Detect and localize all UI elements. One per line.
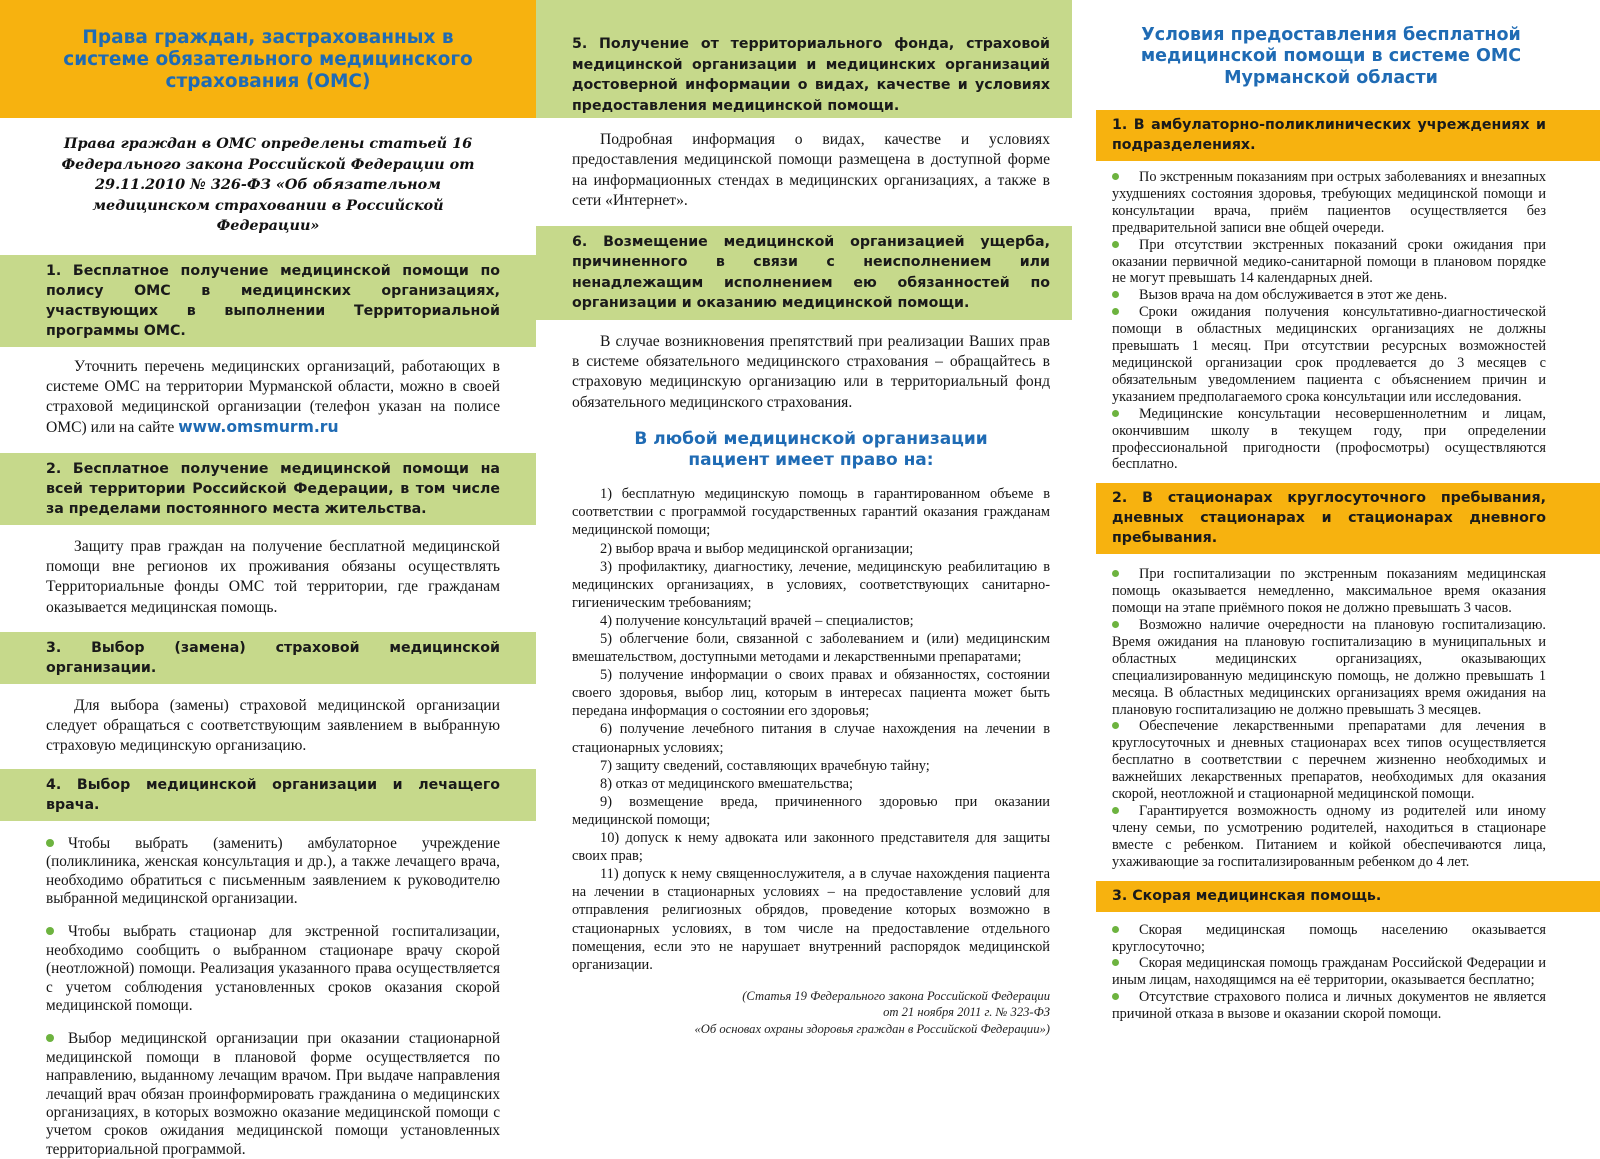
bullet-icon <box>1112 241 1119 248</box>
section-1-heading: 1. Бесплатное получение медицинской помощи по полису ОМС в медицинских организациях, участвующих в выполнении Территориальной программы ОМС. <box>0 255 536 347</box>
section-1-body: Уточнить перечень медицинских организаций, работающих в системе ОМС на территории Мурманской области, можно в своей страховой медицинской организации (телефон указан на полисе ОМС) или на сайте <box>46 357 500 437</box>
section-5-text: Подробная информация о видах, качестве и условиях предоставления медицинской помощи размещена в доступной форме на информационных стендах в медицинских организациях, а также в сети «Интернет». <box>572 131 1050 210</box>
cond-section-1-list <box>1112 169 1546 473</box>
list-item: 4) получение консультаций врачей – специалистов; <box>600 612 914 629</box>
bullet-icon <box>1112 173 1119 180</box>
bullet-icon <box>1112 926 1119 933</box>
list-item: По экстренным показаниям при острых заболеваниях и внезапных ухудшениях состояния здоровья, требующих медицинской помощи и консультации врача, приём пациентов осуществляется без предварительной записи вне общей очереди. <box>1112 169 1546 236</box>
section-2-text: Защиту прав граждан на получение бесплатной медицинской помощи вне регионов их проживания обязаны осуществлять Территориальные фонды ОМС той территории, где гражданам оказывается медицинская помощь. <box>46 537 500 616</box>
list-item: Сроки ожидания получения консультативно-диагностической помощи в областных медицинских организациях не должны превышать 1 месяц. При отсутствии ресурсных возможностей медицинской организации срок продлевается до 3 месяцев с обязательным уведомлением пациента с объяснением причин и указанием предполагаемого срока консультации или исследования. <box>1112 304 1546 405</box>
list-item: Скорая медицинская помощь гражданам Российской Федерации и иным лицам, находящимся на её территории, оказывается бесплатно; <box>1112 955 1546 989</box>
list-item: Выбор медицинской организации при оказании стационарной медицинской помощи в плановой форме осуществляется по направлению, выданному лечащим врачом. При выдаче направления лечащий врач обязан проинформировать гражданина о медицинских организациях, в которых возможно оказание медицинской помощи с учетом сроков ожидания медицинской помощи установленных территориальной программой. <box>46 1030 500 1158</box>
list-item: Медицинские консультации несовершеннолетним и лицам, окончившим школу в текущем году, при определении профессиональной пригодности (профосмотры) осуществляются бесплатно. <box>1112 405 1546 473</box>
bullet-icon <box>1112 410 1119 417</box>
cond-section-2-list <box>1112 566 1546 870</box>
list-item: 3) профилактику, диагностику, лечение, медицинскую реабилитацию в медицинских организациях, в условиях, соответствующих санитарно-гигиеническим требованиям; <box>572 558 1050 611</box>
list-item: Обеспечение лекарственными препаратами для лечения в круглосуточных и дневных стационарах всех типов осуществляется бесплатно в соответствии с перечнем жизненно необходимых и важнейших лекарственных препаратов, необходимых для оказания скорой, неотложной и стационарной медицинской помощи. <box>1112 718 1546 803</box>
law-citation: (Статья 19 Федерального закона Российской Федерации от 21 ноября 2011 г. № 323-ФЗ «Об основах охраны здоровья граждан в Российской Федерации») <box>694 988 1050 1036</box>
section-1-text <box>46 357 500 439</box>
bullet-icon <box>1112 993 1119 1000</box>
section-3-text: Для выбора (замены) страховой медицинской организации следует обращаться с соответствующим заявлением в выбранную страховую медицинскую организацию. <box>46 696 500 755</box>
bullet-icon <box>1112 621 1119 628</box>
omsmurm-link[interactable]: www.omsmurm.ru <box>178 418 339 437</box>
column-middle <box>536 0 1072 1089</box>
section-2-heading: 2. Бесплатное получение медицинской помощи на всей территории Российской Федерации, в том числе за пределами постоянного места жительства. <box>0 453 536 525</box>
bullet-icon <box>1112 570 1119 577</box>
section-6-text: В случае возникновения препятствий при реализации Ваших прав в системе обязательного медицинского страхования – обращайтесь в страховую медицинскую организацию или в территориальный фонд обязательного медицинского страхования. <box>572 332 1050 411</box>
list-item: 7) защиту сведений, составляющих врачебную тайну; <box>600 757 930 774</box>
list-item: 10) допуск к нему адвоката или законного представителя для защиты своих прав; <box>572 830 1050 865</box>
section-5-heading: 5. Получение от территориального фонда, страховой медицинской организации и медицинских организаций достоверной информации о видах, качестве и условиях предоставления медицинской помощи. <box>536 0 1072 118</box>
bullet-icon <box>1112 291 1119 298</box>
rights-heading-line-2: пациент имеет право на: <box>688 450 934 471</box>
list-item: 2) выбор врача и выбор медицинской организации; <box>600 540 914 557</box>
section-3-heading: 3. Выбор (замена) страховой медицинской организации. <box>0 632 536 684</box>
section-4-list <box>46 835 500 1159</box>
bullet-icon <box>1112 959 1119 966</box>
list-item: Скорая медицинская помощь населению оказывается круглосуточно; <box>1112 921 1546 955</box>
left-title: Права граждан, застрахованных в системе обязательного медицинского страхования (ОМС) <box>63 27 473 92</box>
rights-heading-line-1: В любой медицинской организации <box>634 429 988 450</box>
list-item: Возможно наличие очередности на плановую госпитализацию. Время ожидания на плановую госпитализацию в муниципальных и областных медицинских организациях, оказывающих специализированную медицинскую помощь, не должно превышать 1 месяца. В областных медицинских организациях время ожидания на плановую госпитализацию не должно превышать 3 месяцев. <box>1112 617 1546 718</box>
cond-section-1-heading: 1. В амбулаторно-поликлинических учреждениях и подразделениях. <box>1096 110 1600 161</box>
list-item: 1) бесплатную медицинскую помощь в гарантированном объеме в соответствии с программой государственных гарантий оказания гражданам медицинской помощи; <box>572 486 1050 539</box>
list-item: Чтобы выбрать (заменить) амбулаторное учреждение (поликлиника, женская консультация и др.), а также лечащего врача, необходимо обратиться с письменным заявлением к руководителю выбранной медицинской организации. <box>46 834 500 907</box>
bullet-icon <box>1112 722 1119 729</box>
list-item: 8) отказ от медицинского вмешательства; <box>600 775 854 792</box>
list-item: 6) получение лечебного питания в случае нахождения на лечении в стационарных условиях; <box>572 721 1050 756</box>
list-item: Чтобы выбрать стационар для экстренной госпитализации, необходимо сообщить о выбранном стационаре врачу скорой (неотложной) помощи. Реализация указанного права осуществляется с учетом соблюдения установленных сроков оказания скорой медицинской помощи. <box>46 923 500 1015</box>
bullet-icon <box>46 927 54 935</box>
right-title: Условия предоставления бесплатной медицинской помощи в системе ОМС Мурманской области <box>1140 24 1522 88</box>
list-item: 5) получение информации о своих правах и обязанностях, состоянии своего здоровья, выбор лиц, которым в интересах пациента может быть передана информация о состоянии его здоровья; <box>572 667 1050 720</box>
list-item: 11) допуск к нему священнослужителя, а в случае нахождения пациента на лечении в стационарных условиях – на предоставление условий для отправления религиозных обрядов, проведение которых возможно в стационарных условиях, в том числе на предоставление отдельного помещения, если это не нарушает внутренний распорядок медицинской организации. <box>572 866 1050 973</box>
bullet-icon <box>46 1034 54 1042</box>
list-item: Гарантируется возможность одному из родителей или иному члену семьи, по усмотрению родителей, находиться в стационаре вместе с ребенком. Питанием и койкой обеспечиваются лица, ухаживающие за госпитализированным ребенком до 4 лет. <box>1112 803 1546 870</box>
column-right <box>1072 0 1600 1089</box>
cond-section-2-heading: 2. В стационарах круглосуточного пребывания, дневных стационарах и стационарах дневного пребывания. <box>1096 483 1600 554</box>
patient-rights-list <box>572 485 1050 974</box>
section-4-heading: 4. Выбор медицинской организации и лечащего врача. <box>0 769 536 821</box>
list-item: При госпитализации по экстренным показаниям медицинская помощь оказывается немедленно, максимальное время оказания помощи на этапе приёмного покоя не должно превышать 3 часов. <box>1112 566 1546 617</box>
cond-section-3-heading: 3. Скорая медицинская помощь. <box>1096 881 1600 912</box>
list-item: Отсутствие страхового полиса и личных документов не является причиной отказа в вызове и оказании скорой помощи. <box>1112 989 1546 1023</box>
list-item: Вызов врача на дом обслуживается в этот же день. <box>1112 287 1546 304</box>
left-title-banner <box>0 0 536 118</box>
bullet-icon <box>1112 308 1119 315</box>
bullet-icon <box>46 839 54 847</box>
bullet-icon <box>1112 807 1119 814</box>
right-title-block <box>1072 0 1600 110</box>
cond-section-3-list <box>1112 922 1546 1023</box>
column-left <box>0 0 536 1158</box>
list-item: 9) возмещение вреда, причиненного здоровью при оказании медицинской помощи; <box>572 793 1050 828</box>
section-6-heading: 6. Возмещение медицинской организацией ущерба, причиненного в связи с неисполнением или ненадлежащим исполнением ею обязанностей по организации и оказанию медицинской помощи. <box>536 226 1072 320</box>
list-item: При отсутствии экстренных показаний сроки ожидания при оказании первичной медико-санитарной помощи в плановом порядке не могут превышать 14 календарных дней. <box>1112 236 1546 287</box>
list-item: 5) облегчение боли, связанной с заболеванием и (или) медицинским вмешательством, доступными методами и лекарственными препаратами; <box>572 631 1050 666</box>
rights-heading <box>572 429 1050 471</box>
law-intro: Права граждан в ОМС определены статьей 16 Федерального закона Российской Федерации от 29.11.2010 № 326-ФЗ «Об обязательном медицинском страховании в Российской Федерации» <box>61 135 475 234</box>
